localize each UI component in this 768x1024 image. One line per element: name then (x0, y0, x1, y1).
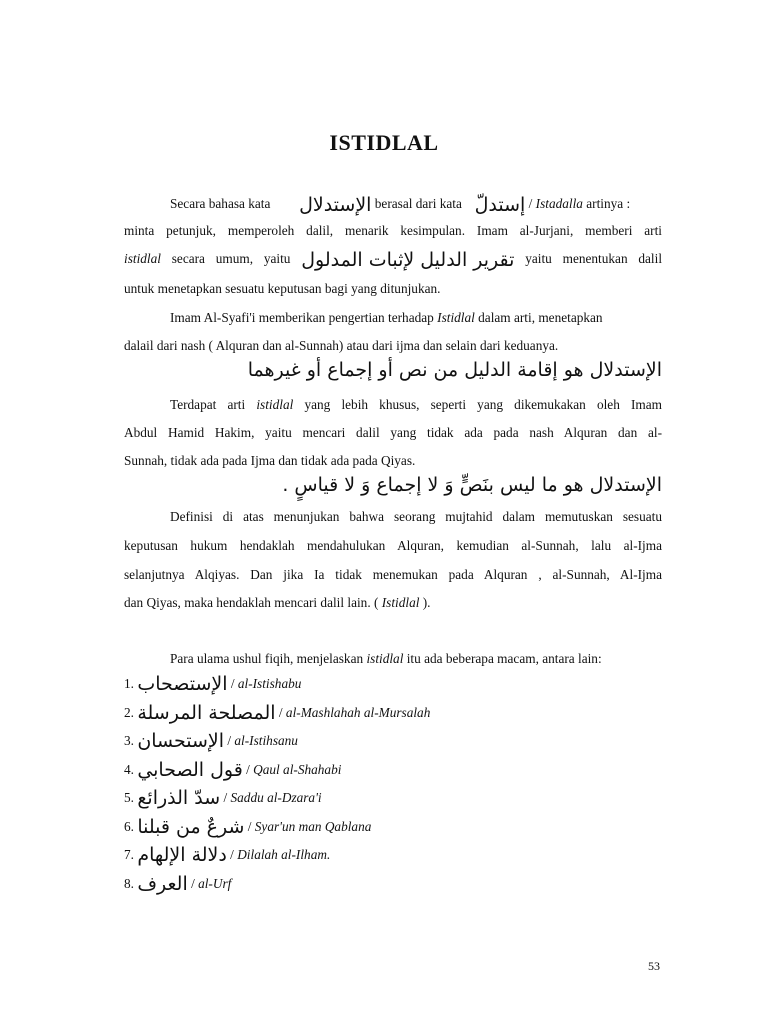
separator: / (223, 790, 228, 805)
p3-arabic-definition: الإستدلال هو ما ليس بنَصٍّ وَ لا إجماع وَ لا قياسٍ . (282, 474, 662, 496)
list-item (124, 843, 330, 867)
italic-term: Istadalla (535, 196, 583, 211)
p1-line-3 (124, 250, 662, 269)
latin-term: Saddu al-Dzara'i (230, 790, 322, 805)
p3-line-3: Sunnah, tidak ada pada Ijma dan tidak ada pada Qiyas. (124, 453, 416, 468)
p1-line-4: untuk menetapkan sesuatu keputusan bagi yang ditunjukan. (124, 281, 441, 296)
p3-line-2: Abdul Hamid Hakim, yaitu mencari dalil yang tidak ada pada nash Alquran dan al- (124, 425, 662, 440)
latin-term: Syar'un man Qablana (254, 819, 372, 834)
p1-text: artinya : (586, 196, 631, 211)
arabic-term: سدّ الذرائع (137, 787, 221, 809)
latin-term: Qaul al-Shahabi (253, 762, 342, 777)
italic-term: istidlal (124, 251, 161, 266)
separator: / (528, 196, 533, 211)
arabic-term: الإستدلال (299, 194, 372, 216)
p1-text: Secara bahasa kata (170, 196, 271, 211)
p1-text: berasal dari kata (374, 196, 462, 211)
list-number: 6. (124, 819, 134, 834)
latin-term: Dilalah al-Ilham. (237, 847, 331, 862)
list-number: 5. (124, 790, 134, 805)
p3-text: Terdapat arti (170, 397, 246, 412)
arabic-term: العرف (137, 873, 188, 895)
latin-term: al-Istihsanu (234, 733, 298, 748)
list-item (124, 701, 430, 725)
arabic-phrase: تقرير الدليل لإثبات المدلول (301, 249, 515, 271)
arabic-term: قول الصحابي (137, 759, 243, 781)
list-item (124, 758, 341, 782)
p1-text: secara umum, yaitu (171, 251, 291, 266)
arabic-term: دلالة الإلهام (137, 844, 227, 866)
p2-text: dalam arti, menetapkan (478, 310, 603, 325)
list-number: 1. (124, 676, 134, 691)
p4-text: ). (422, 595, 431, 610)
p5-text: Para ulama ushul fiqih, menjelaskan (170, 651, 364, 666)
list-item (124, 786, 322, 810)
p2-line-2: dalail dari nash ( Alquran dan al-Sunnah) atau dari ijma dan selain dari keduanya. (124, 338, 559, 353)
italic-term: istidlal (366, 651, 404, 666)
list-item (124, 729, 298, 753)
arabic-term: شرعٌ من قبلنا (137, 816, 245, 838)
p5-text: itu ada beberapa macam, antara lain: (406, 651, 602, 666)
p2-text: Imam Al-Syafi'i memberikan pengertian terhadap (170, 310, 434, 325)
list-number: 2. (124, 705, 134, 720)
p4-text: dan Qiyas, maka hendaklah mencari dalil lain. ( (124, 595, 379, 610)
list-number: 8. (124, 876, 134, 891)
p1-line-2: minta petunjuk, memperoleh dalil, menarik kesimpulan. Imam al-Jurjani, memberi arti (124, 223, 662, 238)
p1-line-1 (170, 195, 662, 214)
list-number: 3. (124, 733, 134, 748)
p4-line-4 (124, 594, 662, 612)
latin-term: al-Mashlahah al-Mursalah (285, 705, 431, 720)
list-number: 7. (124, 847, 134, 862)
page-title: ISTIDLAL (329, 130, 439, 155)
p4-line-1: Definisi di atas menunjukan bahwa seorang mujtahid dalam memutuskan sesuatu (170, 509, 662, 524)
p2-arabic-definition: الإستدلال هو إقامة الدليل من نص أو إجماع أو غيرهما (247, 359, 662, 381)
list-number: 4. (124, 762, 134, 777)
p5-line-1 (170, 650, 662, 668)
p4-line-2: keputusan hukum hendaklah mendahulukan Alquran, kemudian al-Sunnah, lalu al-Ijma (124, 538, 662, 553)
p1-text: yaitu menentukan dalil (525, 251, 663, 266)
arabic-term: الإستصحاب (137, 673, 228, 695)
list-item (124, 872, 231, 896)
separator: / (227, 733, 232, 748)
separator: / (278, 705, 283, 720)
italic-term: istidlal (256, 397, 294, 412)
separator: / (247, 819, 252, 834)
separator: / (230, 676, 235, 691)
page-number: 53 (648, 959, 660, 973)
p3-text: yang lebih khusus, seperti yang dikemukakan oleh Imam (304, 397, 662, 412)
p3-line-1 (170, 396, 662, 414)
latin-term: al-Urf (198, 876, 232, 891)
p2-line-1 (170, 309, 662, 327)
arabic-term: المصلحة المرسلة (137, 702, 276, 724)
p4-line-3: selanjutnya Alqiyas. Dan jika Ia tidak menemukan pada Alquran , al-Sunnah, Al-Ijma (124, 567, 662, 582)
arabic-term: الإستحسان (137, 730, 225, 752)
arabic-term: إستدلّ (474, 194, 526, 216)
italic-term: Istidlal (437, 310, 475, 325)
separator: / (246, 762, 250, 777)
italic-term: Istidlal (381, 595, 420, 610)
latin-term: al-Istishabu (237, 676, 302, 691)
separator: / (230, 847, 234, 862)
separator: / (191, 876, 195, 891)
list-item (124, 672, 301, 696)
list-item (124, 815, 371, 839)
